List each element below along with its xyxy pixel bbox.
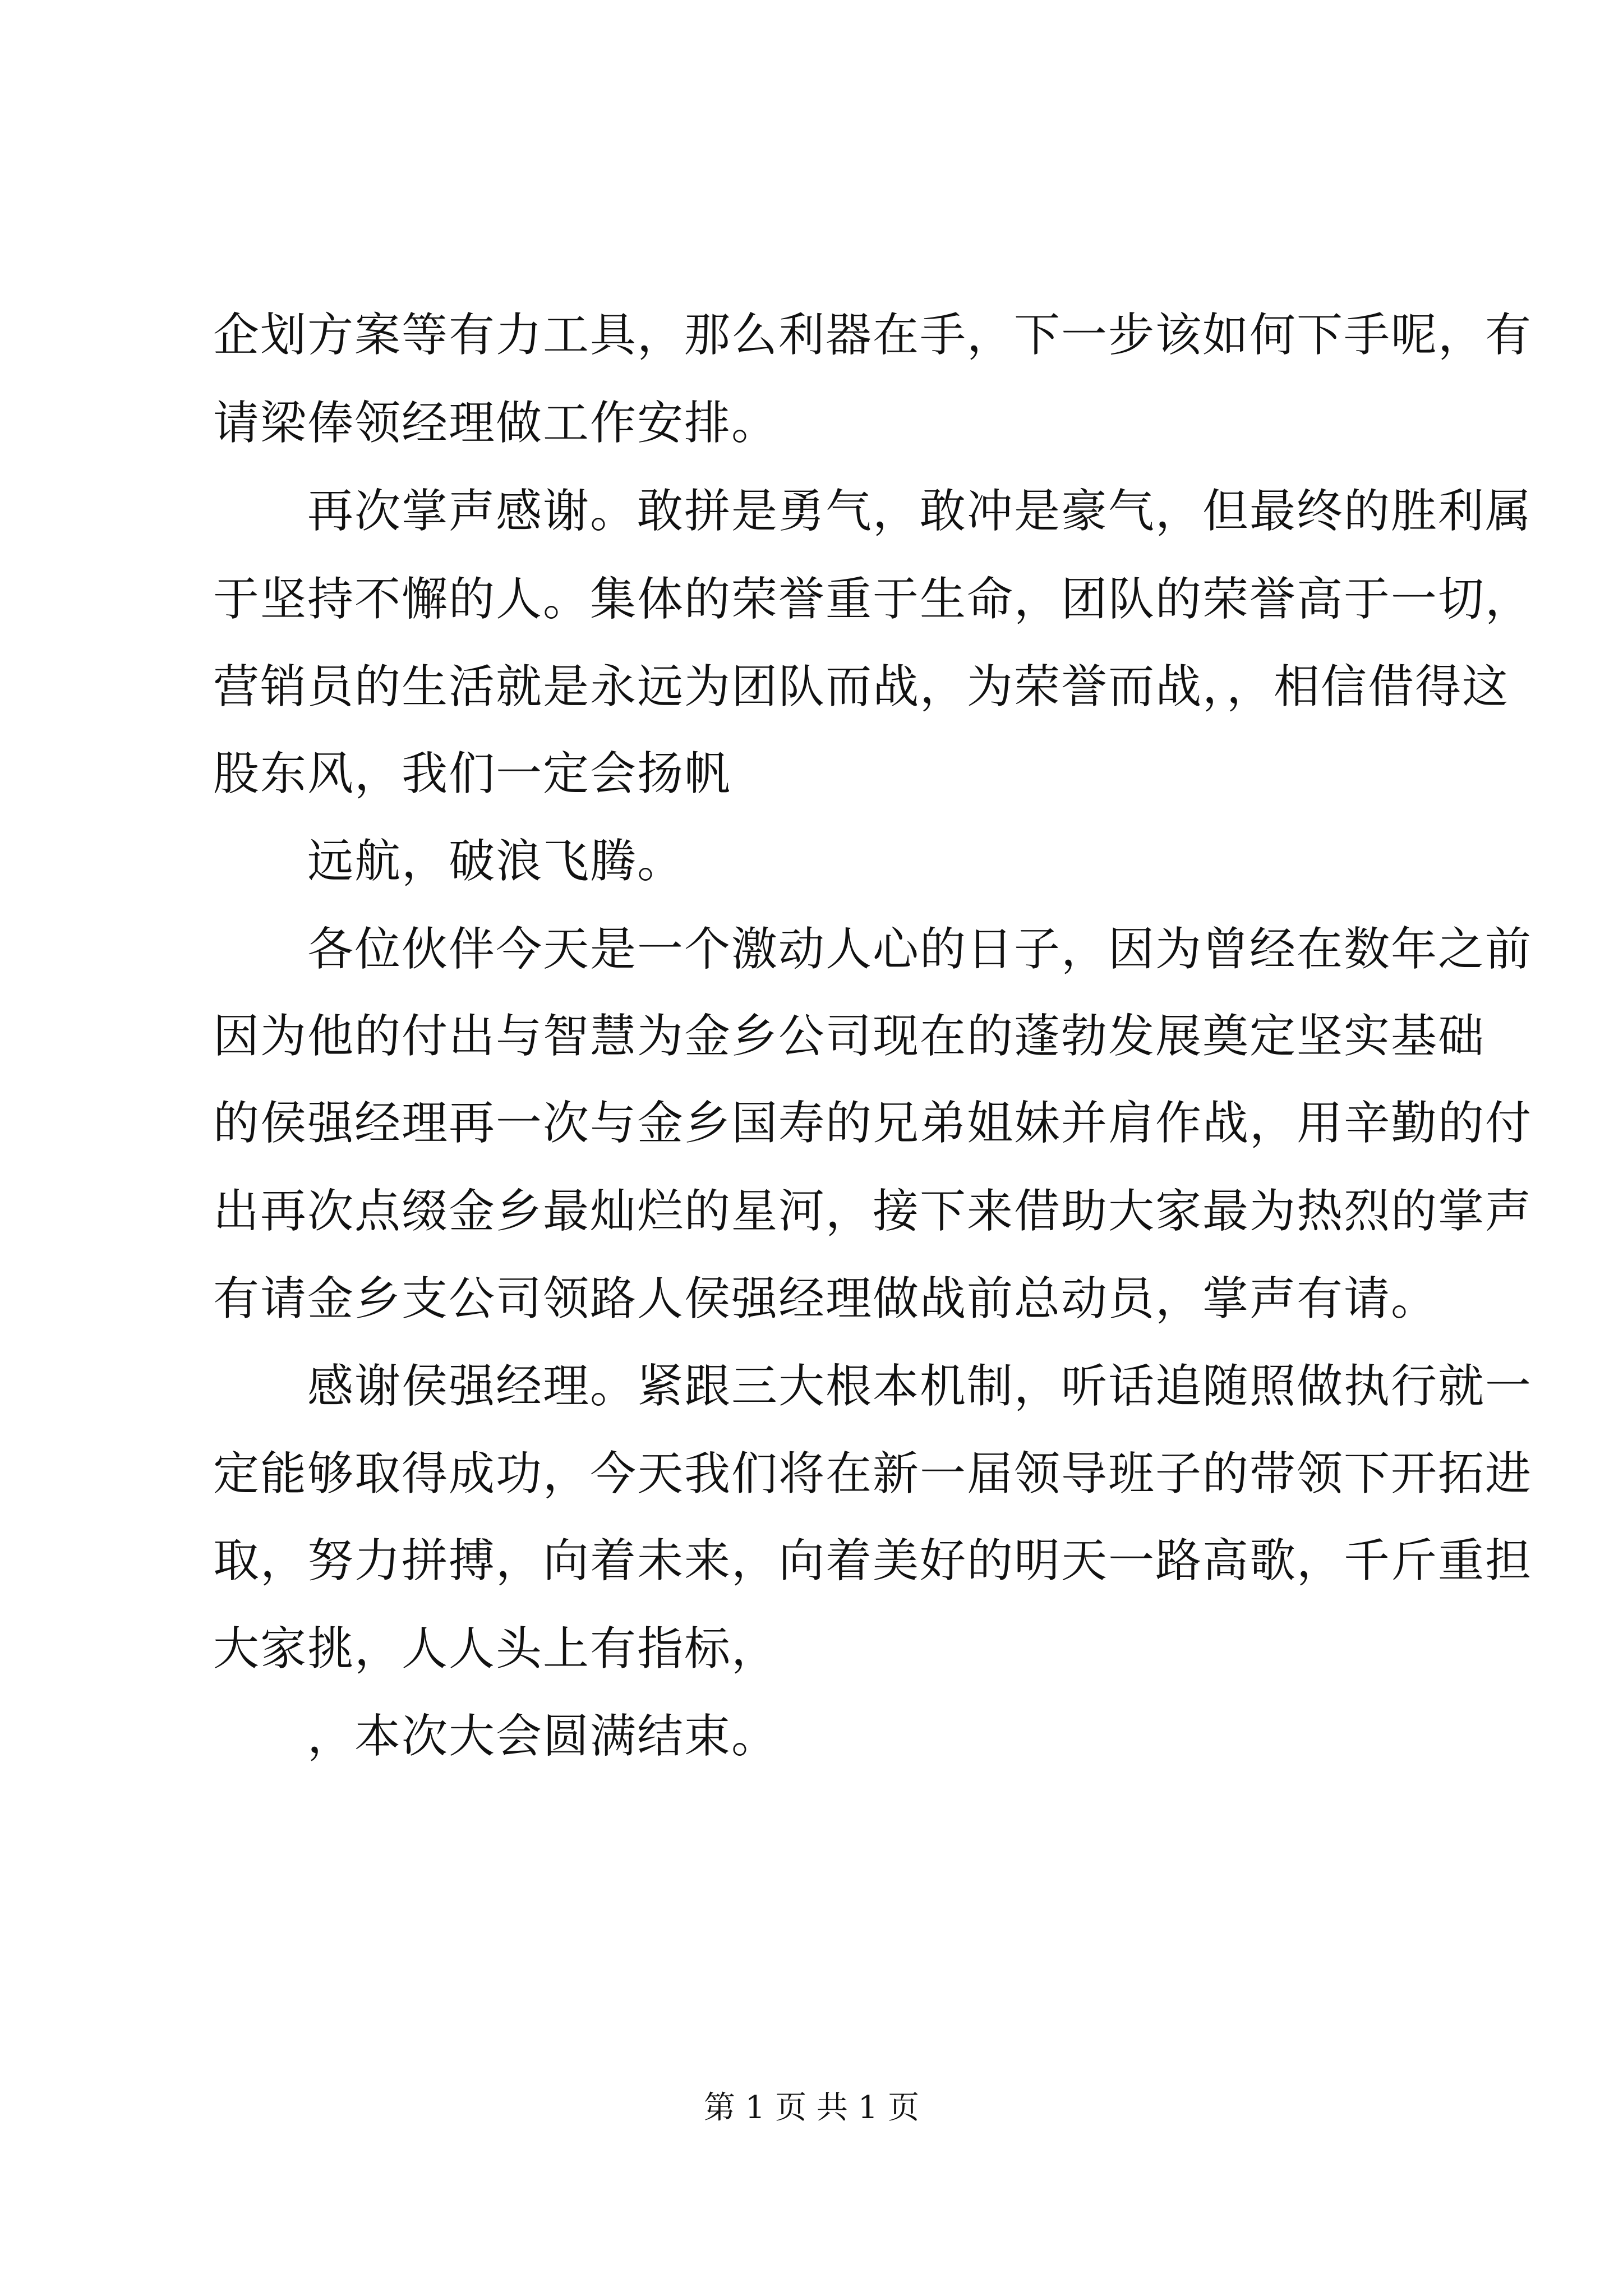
- paragraph-6-line-1: ，本次大会圆满结束。: [307, 1710, 779, 1763]
- paragraph-1-line-1: 企划方案等有力工具，那么利器在手，下一步该如何下手呢，有: [213, 309, 1533, 362]
- paragraph-2-line-1: 再次掌声感谢。敢拼是勇气，敢冲是豪气，但最终的胜利属: [307, 485, 1533, 538]
- paragraph-5-line-1: 感谢侯强经理。紧跟三大根本机制，听话追随照做执行就一: [307, 1360, 1533, 1413]
- paragraph-4-line-5: 有请金乡支公司领路人侯强经理做战前总动员，掌声有请。: [213, 1272, 1438, 1326]
- paragraph-2-line-3: 营销员的生活就是永远为团队而战，为荣誉而战，，相信借得这: [213, 660, 1510, 714]
- paragraph-2-line-4: 股东风，我们一定会扬帆: [213, 747, 732, 800]
- paragraph-4-line-2: 因为他的付出与智慧为金乡公司现在的蓬勃发展奠定坚实基础: [213, 1010, 1486, 1063]
- page-footer: 第 1 页 共 1 页: [703, 2090, 920, 2126]
- paragraph-4-line-1: 各位伙伴今天是一个激动人心的日子，因为曾经在数年之前: [307, 923, 1533, 976]
- paragraph-5-line-4: 大家挑，人人头上有指标，: [213, 1622, 779, 1676]
- paragraph-4-line-3: 的侯强经理再一次与金乡国寿的兄弟姐妹并肩作战，用辛勤的付: [213, 1097, 1533, 1150]
- paragraph-4-line-4: 出再次点缀金乡最灿烂的星河，接下来借助大家最为热烈的掌声: [213, 1185, 1533, 1238]
- paragraph-5-line-3: 取，努力拼搏，向着未来，向着美好的明天一路高歌，千斤重担: [213, 1534, 1533, 1588]
- paragraph-5-line-2: 定能够取得成功，今天我们将在新一届领导班子的带领下开拓进: [213, 1447, 1533, 1501]
- paragraph-3-line-1: 远航，破浪飞腾。: [307, 835, 685, 888]
- paragraph-1-line-2: 请梁俸领经理做工作安排。: [213, 397, 779, 450]
- paragraph-2-line-2: 于坚持不懈的人。集体的荣誉重于生命，团队的荣誉高于一切，: [213, 573, 1533, 626]
